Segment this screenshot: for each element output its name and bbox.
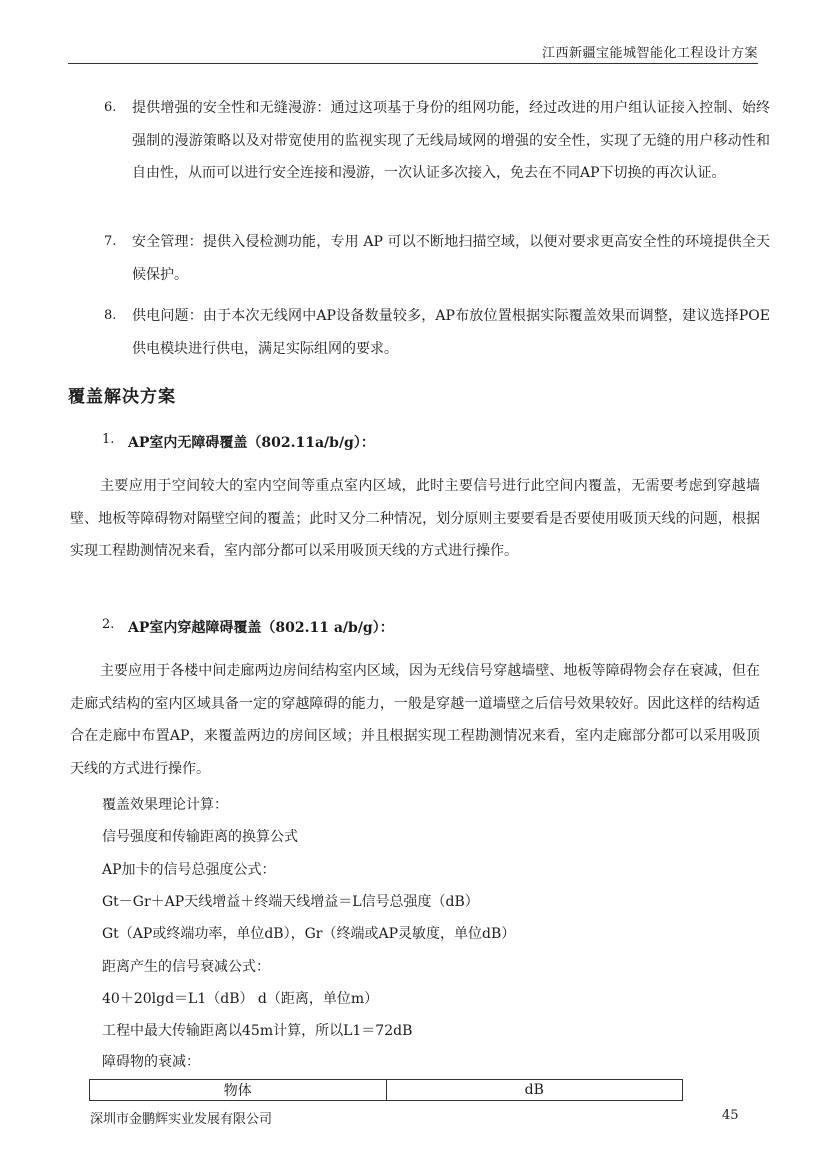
subsection-heading <box>70 432 375 452</box>
subsection-title: AP室内无障碍覆盖（802.11a/b/g）： <box>128 435 375 451</box>
list-item <box>70 300 770 365</box>
header-title: 江西新疆宝能城智能化工程设计方案 <box>541 46 758 61</box>
calc-line: 工程中最大传输距离以45m计算，所以L1＝72dB <box>102 1023 413 1039</box>
list-item-text: 供电问题：由于本次无线网中AP设备数量较多，AP布放位置根据实际覆盖效果而调整，建议选择POE供电模块进行供电，满足实际组网的要求。 <box>132 308 770 357</box>
calc-line: AP加卡的信号总强度公式： <box>102 862 276 878</box>
paragraph: 主要应用于空间较大的室内空间等重点室内区域，此时主要信号进行此空间内覆盖，无需要考虑到穿越墙壁、地板等障碍物对隔壁空间的覆盖；此时又分二种情况，划分原则主要要看是否要使用吸顶天线的问题，根据实现工程勘测情况来看，室内部分都可以采用吸顶天线的方式进行操作。 <box>70 478 760 559</box>
calc-line: Gt（AP或终端功率，单位dB），Gr（终端或AP灵敏度，单位dB） <box>102 926 516 942</box>
footer-company: 深圳市金鹏辉实业发展有限公司 <box>90 1112 273 1127</box>
calc-line: 信号强度和传输距离的换算公式 <box>102 829 298 845</box>
subsection-number: 1. <box>102 432 115 447</box>
table-header-cell: dB <box>386 1080 683 1101</box>
list-item-number: 8. <box>104 308 117 323</box>
calc-line: 覆盖效果理论计算： <box>102 797 228 813</box>
paragraph: 主要应用于各楼中间走廊两边房间结构室内区域，因为无线信号穿越墙壁、地板等障碍物会存在衰减，但在走廊式结构的室内区域具备一定的穿越障碍的能力，一般是穿越一道墙壁之后信号效果较好。因此这样的结构适合在走廊中布置AP，来覆盖两边的房间区域；并且根据实现工程勘测情况来看，室内走廊部分都可以采用吸顶天线的方式进行操作。 <box>70 663 760 777</box>
section-heading: 覆盖解决方案 <box>68 387 176 407</box>
list-item-number: 6. <box>104 100 117 115</box>
list-item <box>70 226 770 291</box>
subsection-number: 2. <box>102 617 115 632</box>
list-item-text: 提供增强的安全性和无缝漫游：通过这项基于身份的组网功能，经过改进的用户组认证接入控制、始终强制的漫游策略以及对带宽使用的监视实现了无线局域网的增强的安全性，实现了无缝的用户移动性和自由性，从而可以进行安全连接和漫游，一次认证多次接入，免去在不同AP下切换的再次认证。 <box>132 100 770 181</box>
calc-line: 40＋20lgd＝L1（dB） d（距离，单位m） <box>102 991 379 1007</box>
header-rule <box>68 63 758 64</box>
list-item-text: 安全管理：提供入侵检测功能，专用 AP 可以不断地扫描空域，以便对要求更高安全性的环境提供全天候保护。 <box>132 234 770 283</box>
page-number: 45 <box>722 1108 739 1123</box>
list-item-number: 7. <box>104 234 117 249</box>
calc-line: Gt－Gr＋AP天线增益＋终端天线增益＝L信号总强度（dB） <box>102 894 479 910</box>
attenuation-table <box>89 1079 683 1101</box>
table-header-cell: 物体 <box>90 1080 387 1101</box>
table-row <box>90 1080 683 1101</box>
subsection-title: AP室内穿越障碍覆盖（802.11 a/b/g）： <box>128 620 394 636</box>
calc-line: 障碍物的衰减： <box>102 1054 200 1070</box>
calc-line: 距离产生的信号衰减公式： <box>102 959 270 975</box>
subsection-heading <box>70 617 394 637</box>
list-item <box>70 92 770 190</box>
